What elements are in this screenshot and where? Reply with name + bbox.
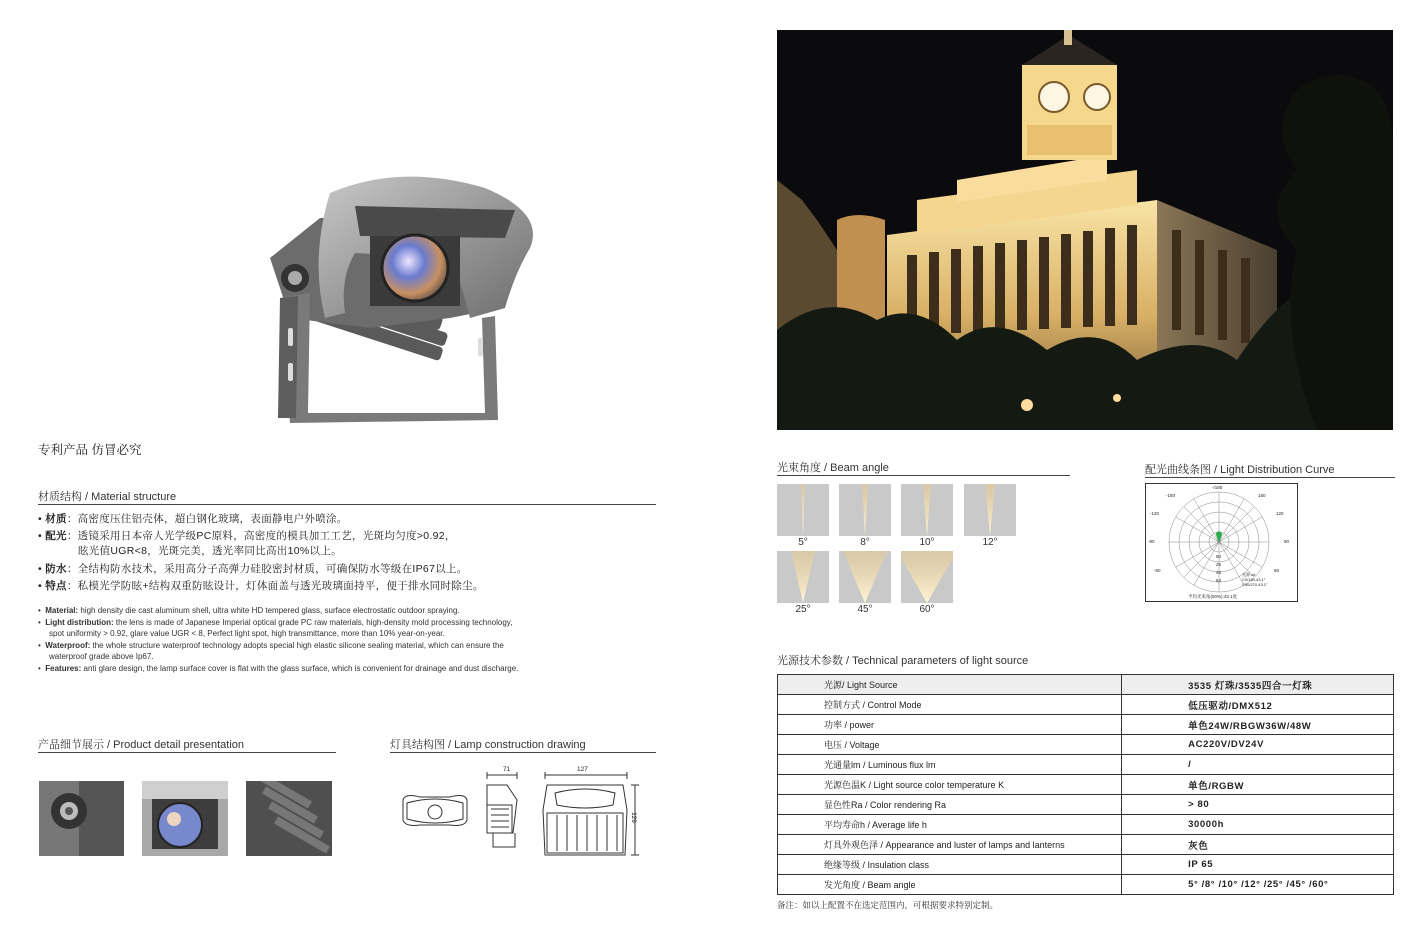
table-row (778, 875, 1394, 895)
beam-cone (901, 551, 953, 603)
beam-divider (777, 475, 1070, 476)
param-value: 30000h (1122, 815, 1394, 835)
dim-height: 129 (629, 812, 637, 823)
material-divider (38, 504, 656, 505)
param-value: / (1122, 755, 1394, 775)
product-photo (250, 168, 550, 430)
beam-tile (901, 484, 953, 536)
table-note: 备注：如以上配置不在选定范围内，可根据要求特别定制。 (777, 900, 999, 910)
beam-tile (964, 484, 1016, 536)
curve-label-150l: -150 (1166, 493, 1176, 498)
beam-cone (791, 551, 815, 603)
beam-cone (985, 484, 995, 536)
param-value: IP 65 (1122, 855, 1394, 875)
light-distribution-chart (1145, 483, 1298, 602)
beam-cone (923, 484, 931, 536)
table-row (778, 695, 1394, 715)
dim-width-side: 71 (503, 766, 511, 773)
curve-divider (1145, 477, 1395, 478)
table-row (778, 795, 1394, 815)
drawing-section-title: 灯具结构图 / Lamp construction drawing (390, 739, 586, 751)
table-row (778, 855, 1394, 875)
table-row (778, 755, 1394, 775)
param-label: 绝缘等级 / Insulation class (778, 855, 1122, 875)
table-row (778, 735, 1394, 755)
cn-item-material: • 材质：高密度压住铝壳体，超白钢化玻璃，表面静电户外喷涂。 (38, 513, 348, 525)
param-label: 平均寿命h / Average life h (778, 815, 1122, 835)
param-label: 显色性Ra / Color rendering Ra (778, 795, 1122, 815)
tech-param-table (777, 674, 1394, 895)
construction-drawing (395, 765, 655, 860)
param-value: 低压驱动/DMX512 (1122, 695, 1394, 715)
param-label: 光通量lm / Luminous flux lm (778, 755, 1122, 775)
beam-cone (862, 484, 868, 536)
detail-photo-knob (39, 781, 124, 856)
param-label: 发光角度 / Beam angle (778, 875, 1122, 895)
param-label: 光源/ Light Source (778, 675, 1122, 695)
beam-section-title: 光束角度 / Beam angle (777, 462, 889, 474)
param-value: 单色/RGBW (1122, 775, 1394, 795)
en-item-light: • Light distribution: the lens is made of Japanese Imperial optical grade PC raw materials, high-density mold processing technology, (38, 617, 513, 627)
dim-width-top: 127 (577, 766, 588, 773)
detail-section-title: 产品细节展示 / Product detail presentation (38, 739, 245, 751)
curve-ring-4: 64 (1216, 578, 1222, 583)
beam-tile (839, 484, 891, 536)
beam-label: 12° (982, 537, 998, 548)
table-row (778, 815, 1394, 835)
cn-item-features: • 特点：私模光学防眩+结构双重防眩设计，灯体面盖与透光玻璃面持平，便于排水同时除尘。 (38, 580, 484, 592)
material-en-list (38, 605, 658, 674)
cn-item-waterproof: • 防水：全结构防水技术，采用高分子高弹力硅胶密封材质，可确保防水等级在IP67以上。 (38, 563, 468, 575)
param-value: 灰色 (1122, 835, 1394, 855)
cn-item-light-cont: 眩光值UGR<8，光斑完美，透光率同比高出10%以上。 (78, 545, 342, 557)
curve-legend-3: C90/270,43.1° (1242, 582, 1268, 587)
curve-label-120r: 120 (1276, 511, 1284, 516)
beam-cone (801, 484, 805, 536)
curve-label-90l: -90 (1148, 539, 1155, 544)
detail-photo-fins (246, 781, 332, 856)
curve-bottom-label: 平均光束角(50%):43.1度 (1188, 594, 1238, 599)
beam-label: 45° (857, 604, 873, 615)
param-value: 5° /8° /10° /12° /25° /45° /60° (1122, 875, 1394, 895)
curve-label-120l: -120 (1150, 511, 1160, 516)
night-building-photo (777, 30, 1393, 430)
curve-label-60l: -60 (1154, 568, 1161, 573)
patent-note: 专利产品 仿冒必究 (38, 443, 142, 457)
detail-divider (38, 752, 336, 753)
table-row (778, 835, 1394, 855)
beam-label: 8° (860, 537, 870, 548)
curve-label-90r: 90 (1284, 539, 1290, 544)
param-label: 控制方式 / Control Mode (778, 695, 1122, 715)
beam-label: 60° (919, 604, 935, 615)
beam-tile (839, 551, 891, 603)
en-item-waterproof-cont: waterproof grade above Ip67. (49, 652, 154, 661)
detail-photo-lens (142, 781, 228, 856)
param-label: 功率 / power (778, 715, 1122, 735)
material-section-title: 材质结构 / Material structure (38, 491, 177, 503)
beam-tile (777, 551, 829, 603)
table-row (778, 775, 1394, 795)
curve-label-150r: 150 (1258, 493, 1266, 498)
table-row (778, 715, 1394, 735)
en-item-waterproof: • Waterproof: the whole structure waterproof technology adopts special high elastic silicone sealing material, which can ensure the (38, 640, 504, 650)
en-item-features: • Features: anti glare design, the lamp surface cover is flat with the glass surface, which is convenient for drainage and dust discharge. (38, 663, 519, 673)
curve-ring-3: 48 (1216, 570, 1222, 575)
en-item-light-cont: spot uniformity > 0.92, glare value UGR < 8, Perfect light spot, high transmittance, more than 10% year-on-year. (49, 629, 445, 638)
table-row (778, 675, 1394, 695)
beam-tile (901, 551, 953, 603)
material-cn-list (38, 512, 658, 594)
param-label: 电压 / Voltage (778, 735, 1122, 755)
cn-item-light: • 配光：透镜采用日本帝人光学级PC原料，高密度的模具加工工艺，光斑均匀度>0.92， (38, 530, 456, 542)
curve-ring-1: 50 (1216, 554, 1222, 559)
param-value: 3535 灯珠/3535四合一灯珠 (1122, 675, 1394, 695)
beam-tile (777, 484, 829, 536)
param-value: 单色24W/RBGW36W/48W (1122, 715, 1394, 735)
curve-legend-2: C0/180,43.1° (1242, 577, 1266, 582)
param-label: 光源色温K / Light source color temperature K (778, 775, 1122, 795)
beam-label: 5° (798, 537, 808, 548)
param-label: 灯具外观色泽 / Appearance and luster of lamps and lanterns (778, 835, 1122, 855)
curve-label-top: -/180 (1212, 485, 1223, 490)
tech-section-title: 光源技术参数 / Technical parameters of light source (777, 655, 1029, 667)
drawing-divider (390, 752, 656, 753)
param-value: AC220V/DV24V (1122, 735, 1394, 755)
curve-label-60r: 60 (1274, 568, 1280, 573)
beam-label: 10° (919, 537, 935, 548)
curve-legend-1: 光源 cd (1242, 572, 1256, 577)
beam-label: 25° (795, 604, 811, 615)
en-item-material: • Material: high density die cast aluminum shell, ultra white HD tempered glass, surface electrostatic outdoor spraying. (38, 606, 460, 615)
curve-ring-2: 25 (1216, 562, 1222, 567)
beam-cone (843, 551, 887, 603)
param-value: > 80 (1122, 795, 1394, 815)
curve-section-title: 配光曲线条图 / Light Distribution Curve (1145, 464, 1335, 476)
